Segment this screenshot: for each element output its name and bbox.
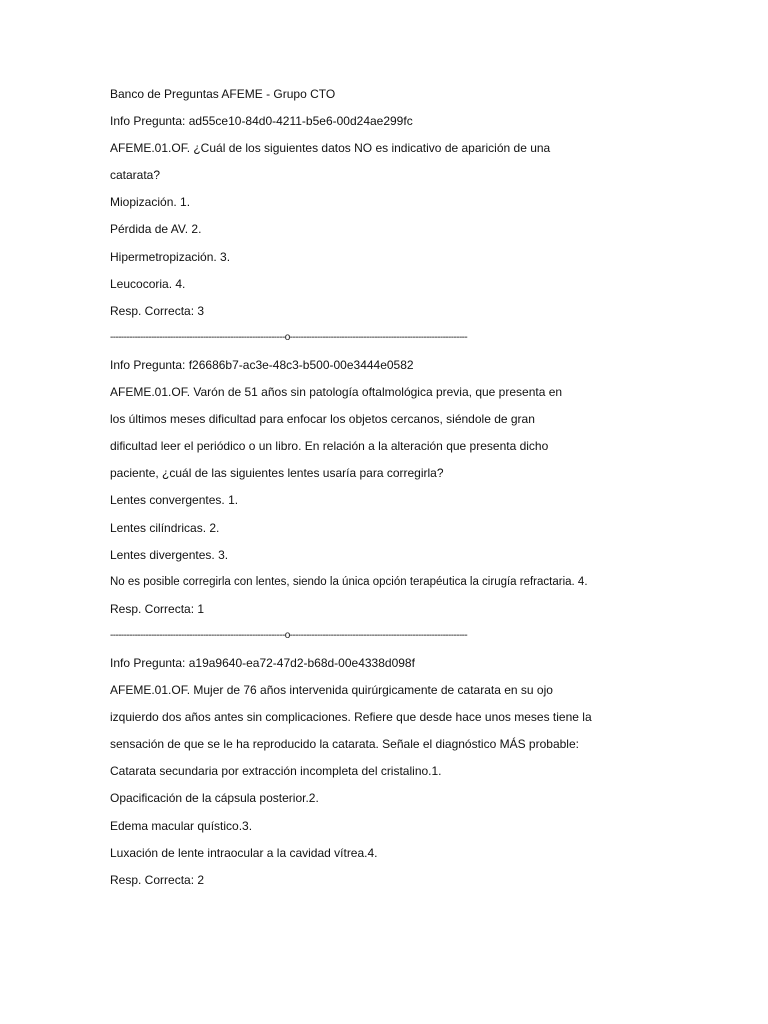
question-text-line: dificultad leer el periódico o un libro. En relación a la alteración que presenta dicho bbox=[110, 439, 549, 454]
answer-option: Miopización. 1. bbox=[110, 195, 191, 210]
correct-answer: Resp. Correcta: 3 bbox=[110, 303, 205, 318]
question-text-line: AFEME.01.OF. Varón de 51 años sin patología oftalmológica previa, que presenta en bbox=[110, 385, 563, 400]
answer-option: Edema macular quístico.3. bbox=[110, 818, 253, 833]
answer-option: Catarata secundaria por extracción incompleta del cristalino.1. bbox=[110, 764, 442, 779]
question-text-line: catarata? bbox=[110, 168, 161, 183]
answer-option: Pérdida de AV. 2. bbox=[110, 222, 202, 237]
question-text-line: AFEME.01.OF. Mujer de 76 años intervenida quirúrgicamente de catarata en su ojo bbox=[110, 683, 553, 698]
question-separator: ----------------------------------------------------------------o----------------------------------------------------------------- bbox=[110, 331, 468, 343]
answer-option: Leucocoria. 4. bbox=[110, 276, 186, 291]
document-title: Banco de Preguntas AFEME - Grupo CTO bbox=[110, 87, 336, 101]
question-text-line: paciente, ¿cuál de las siguientes lentes usaría para corregirla? bbox=[110, 466, 444, 481]
question-text-line: los últimos meses dificultad para enfocar los objetos cercanos, siéndole de gran bbox=[110, 412, 535, 427]
question-text-line: sensación de que se le ha reproducido la catarata. Señale el diagnóstico MÁS probable: bbox=[110, 737, 579, 752]
question-separator: ----------------------------------------------------------------o----------------------------------------------------------------- bbox=[110, 629, 468, 641]
answer-option: Hipermetropización. 3. bbox=[110, 249, 231, 264]
answer-option: Lentes divergentes. 3. bbox=[110, 547, 229, 562]
answer-option: Lentes convergentes. 1. bbox=[110, 493, 239, 508]
correct-answer: Resp. Correcta: 1 bbox=[110, 601, 205, 616]
answer-option: Lentes cilíndricas. 2. bbox=[110, 520, 220, 535]
answer-option: No es posible corregirla con lentes, siendo la única opción terapéutica la cirugía refractaria. 4. bbox=[110, 575, 588, 588]
answer-option: Opacificación de la cápsula posterior.2. bbox=[110, 791, 319, 806]
question-info: Info Pregunta: a19a9640-ea72-47d2-b68d-00e4338d098f bbox=[110, 655, 415, 670]
question-text-line: AFEME.01.OF. ¿Cuál de los siguientes datos NO es indicativo de aparición de una bbox=[110, 141, 551, 156]
question-text-line: izquierdo dos años antes sin complicaciones. Refiere que desde hace unos meses tiene la bbox=[110, 710, 592, 725]
correct-answer: Resp. Correcta: 2 bbox=[110, 872, 205, 887]
document-page bbox=[110, 84, 655, 897]
answer-option: Luxación de lente intraocular a la cavidad vítrea.4. bbox=[110, 845, 378, 860]
question-info: Info Pregunta: ad55ce10-84d0-4211-b5e6-00d24ae299fc bbox=[110, 114, 413, 129]
question-info: Info Pregunta: f26686b7-ac3e-48c3-b500-00e3444e0582 bbox=[110, 357, 414, 372]
